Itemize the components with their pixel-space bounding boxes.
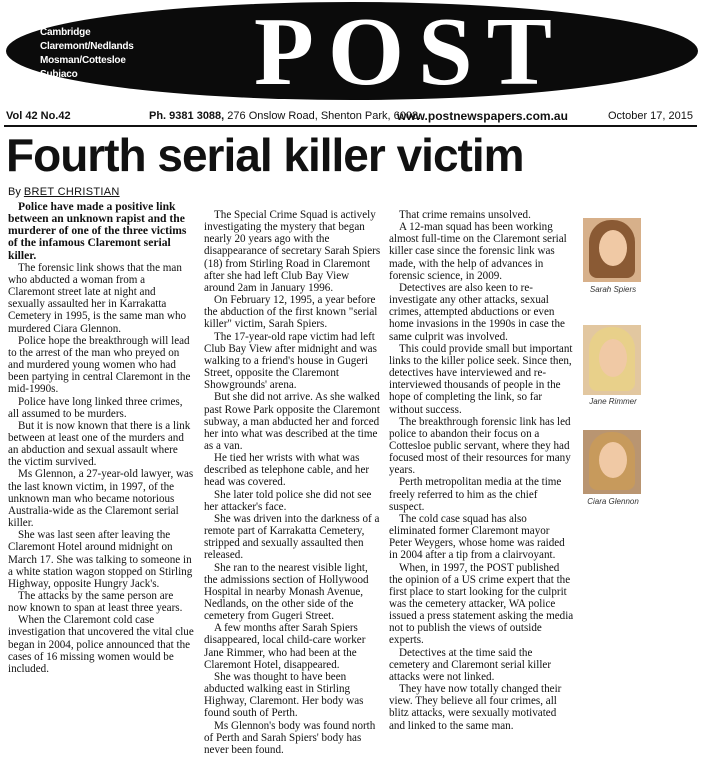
byline: [8, 185, 120, 199]
body-paragraph: She ran to the nearest visible light, the admissions section of Hollywood Hospital in nearby Monash Avenue, Nedlands, on the other side of the cemetery from Gugeri Street.: [204, 561, 369, 623]
body-paragraph: On February 12, 1995, a year before the abduction of the first known "serial killer" victim, Sarah Spiers.: [204, 294, 378, 331]
body-paragraph: A 12-man squad has been working almost full-time on the Claremont serial killer case since the forensic link was made, with the help of advances in forensic science, in 2009.: [389, 221, 567, 282]
article-column-3: [389, 209, 574, 732]
photo-face: [599, 442, 627, 478]
photo-caption: Sarah Spiers: [589, 285, 637, 294]
article-column-2: [204, 209, 382, 756]
victim-photo-ciara-glennon: [583, 430, 641, 494]
body-paragraph: The cold case squad has also eliminated former Claremont mayor Peter Weygers, whose home was raided in 2004 after a tip from a clairvoyant.: [389, 512, 565, 562]
body-paragraph: When, in 1997, the POST published the opinion of a US crime expert that the first place to start looking for the culprit was the cemetery attacker, WA police issued a press statement asking the media not to publish the views of outside experts.: [389, 561, 574, 647]
body-paragraph: Police have long linked three crimes, all assumed to be murders.: [8, 395, 183, 420]
victim-photo-jane-rimmer: [583, 325, 641, 395]
article-column-1: [8, 201, 194, 675]
body-paragraph: She was driven into the darkness of a remote part of Karrakatta Cemetery, stripped and sexually assaulted then released.: [204, 512, 380, 562]
issue-info-bar: [4, 108, 697, 127]
article-headline: Fourth serial killer victim: [6, 129, 524, 181]
byline-prefix: By: [8, 186, 24, 198]
body-paragraph: The breakthrough forensic link has led police to abandon their focus on a Cottesloe public servant, where they had focused most of their resources for many years.: [389, 415, 571, 477]
website-link[interactable]: www.postnewspapers.com.au: [397, 109, 568, 123]
body-paragraph: She was thought to have been abducted walking east in Stirling Highway, Claremont. Her body was found south of Perth.: [204, 670, 364, 720]
street-address: 276 Onslow Road, Shenton Park, 6008.: [224, 110, 422, 122]
contact-details: [149, 108, 421, 124]
issue-date: October 17, 2015: [607, 110, 693, 122]
phone-number: Ph. 9381 3088,: [149, 110, 225, 122]
body-paragraph: Ms Glennon's body was found north of Perth and Sarah Spiers' body has never been found.: [204, 719, 376, 756]
body-paragraph: The attacks by the same person are now known to span at least three years.: [8, 590, 183, 615]
photo-face: [599, 339, 627, 377]
region-label: Mosman/Cottesloe: [40, 55, 126, 66]
victim-photo-sarah-spiers: [583, 218, 641, 282]
author-name[interactable]: BRET CHRISTIAN: [23, 186, 120, 198]
body-paragraph: Police hope the breakthrough will lead to the arrest of the man who preyed on and murdered young women who had been partying in central Claremont in the mid-1990s.: [8, 334, 191, 396]
photo-face: [599, 230, 627, 266]
lead-paragraph: Police have made a positive link between an unknown rapist and the murderer of one of the three victims of the infamous Claremont serial killer.: [8, 200, 187, 262]
volume-number: Vol 42 No.42: [6, 110, 71, 122]
photo-caption: Ciara Glennon: [587, 497, 639, 506]
body-paragraph: Detectives at the time said the cemetery and Claremont serial killer attacks were not linked.: [389, 646, 552, 683]
masthead: [0, 0, 701, 106]
body-paragraph: She later told police she did not see her attacker's face.: [204, 488, 372, 513]
region-label: Cambridge: [40, 27, 91, 38]
body-paragraph: Detectives are also keen to re-investigate any other attacks, sexual crimes, attempted abductions or even home invasions in the 1990s in case the same culprit was involved.: [389, 281, 565, 343]
body-paragraph: The forensic link shows that the man who abducted a woman from a Claremont street late at night and sexually assaulted her in Karrakatta Cemetery in 1995, is the same man who murdered Ciara Glennon.: [8, 261, 187, 335]
photo-caption: Jane Rimmer: [589, 397, 637, 406]
body-paragraph: Ms Glennon, a 27-year-old lawyer, was the last known victim, in 1997, of the unknown man who became notorious Australia-wide as the Claremont serial killer.: [8, 468, 194, 530]
masthead-regions: [40, 26, 150, 82]
region-label: Subiaco: [40, 69, 78, 80]
post-logo: POST: [254, 0, 566, 106]
body-paragraph: The 17-year-old rape victim had left Club Bay View after midnight and was walking to a friend's house in Gugeri Street, opposite the Claremont Showgrounds' arena.: [204, 330, 377, 392]
region-label: Claremont/Nedlands: [40, 41, 134, 52]
body-paragraph: But she did not arrive. As she walked past Rowe Park opposite the Claremont subway, a man abducted her and forced her into what was described at the time as a van.: [204, 391, 380, 452]
body-paragraph: This could provide small but important links to the killer police seek. Since then, detectives have interviewed and re-interviewed thousands of people in the hope of completing the link, so far without success.: [389, 342, 573, 416]
body-paragraph: She was last seen after leaving the Claremont Hotel around midnight on March 17. She was talking to someone in a white station wagon stopped on Stirling Highway, opposite Hungry Jack's.: [8, 529, 193, 590]
body-paragraph: When the Claremont cold case investigation that uncovered the vital clue began in 2004, police announced that the cases of 16 missing women would be included.: [8, 614, 194, 675]
body-paragraph: Perth metropolitan media at the time freely referred to him as the chief suspect.: [389, 476, 562, 513]
body-paragraph: A few months after Sarah Spiers disappeared, local child-care worker Jane Rimmer, who had been at the Claremont Hotel, disappeared.: [204, 622, 366, 671]
body-paragraph: They have now totally changed their view. They believe all four crimes, all blitz attacks, were sexually motivated and linked to the same man.: [389, 683, 562, 732]
body-paragraph: That crime remains unsolved.: [399, 209, 531, 221]
body-paragraph: The Special Crime Squad is actively investigating the mystery that began nearly 20 years ago with the disappearance of secretary Sarah Spiers (18) from Stirling Road in Claremont after she had left Club Bay View around 2am in January 1996.: [204, 209, 381, 294]
body-paragraph: But it is now known that there is a link between at least one of the murders and an abduction and sexual assault where the victim survived.: [8, 419, 191, 469]
body-paragraph: He tied her wrists with what was described as telephone cable, and her head was covered.: [204, 452, 370, 489]
